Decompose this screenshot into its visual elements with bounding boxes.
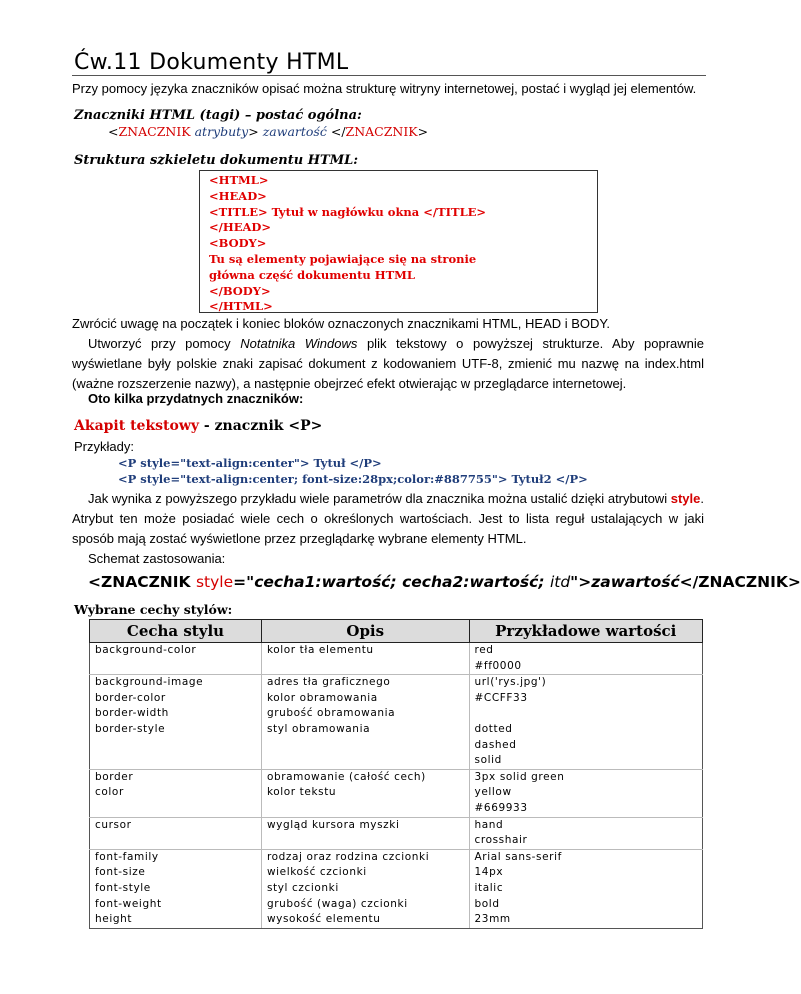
style-properties-table <box>89 619 703 929</box>
table-row <box>90 785 703 817</box>
property-name: border-color <box>90 691 262 707</box>
example-value: yellow <box>474 786 512 799</box>
example-value: dashed <box>474 738 517 751</box>
example-value: #CCFF33 <box>474 691 528 704</box>
table-row <box>90 865 703 881</box>
style-keyword: style <box>670 491 701 506</box>
property-values <box>469 675 702 691</box>
property-description: wygląd kursora myszki <box>261 817 469 849</box>
property-description: wielkość czcionki <box>261 865 469 881</box>
example-1: <P style="text-align:center"> Tytuł </P> <box>118 456 382 470</box>
property-name: height <box>90 912 262 928</box>
column-header: Cecha stylu <box>90 620 262 643</box>
schema-decl: cecha1:wartość; cecha2:wartość; <box>254 573 550 591</box>
tag-attrs: atrybuty <box>194 124 249 139</box>
column-header: Przykładowe wartości <box>469 620 702 643</box>
note-notepad-a: Utworzyć przy pomocy <box>88 336 241 351</box>
code-listing <box>209 173 486 315</box>
schema-start: <ZNACZNIK <box>88 573 196 591</box>
paragraph-heading-rest: - znacznik <P> <box>199 418 323 434</box>
column-header: Opis <box>261 620 469 643</box>
example-value <box>475 706 697 722</box>
example-value: italic <box>474 881 504 894</box>
code-line: <HEAD> <box>209 188 267 203</box>
property-name: border-width <box>90 706 262 722</box>
property-values <box>469 769 702 785</box>
table-row <box>90 643 703 675</box>
property-name: background-image <box>90 675 262 691</box>
example-value: 14px <box>474 866 504 879</box>
table-row <box>90 675 703 691</box>
style-explanation <box>72 489 704 549</box>
property-description: styl obramowania <box>261 722 469 769</box>
table-row <box>90 691 703 707</box>
code-line: <HTML> <box>209 173 269 187</box>
property-description: rodzaj oraz rodzina czcionki <box>261 849 469 865</box>
property-name: font-family <box>90 849 262 865</box>
example-value: Arial sans-serif <box>474 850 562 863</box>
style-schema <box>88 573 801 591</box>
example-value: 23mm <box>474 913 511 926</box>
note-blocks: Zwrócić uwagę na początek i koniec bloków oznaczonych znacznikami HTML, HEAD i BODY. <box>72 316 611 331</box>
example-value: url('rys.jpg') <box>474 676 547 689</box>
property-values <box>469 706 702 722</box>
table-row <box>90 706 703 722</box>
table-heading: Wybrane cechy stylów: <box>74 602 233 617</box>
property-values <box>469 912 702 928</box>
example-value: hand <box>474 818 504 831</box>
example-value: #669933 <box>474 801 528 814</box>
property-values <box>469 691 702 707</box>
property-name: font-style <box>90 881 262 897</box>
table-row <box>90 722 703 769</box>
property-name: font-weight <box>90 897 262 913</box>
schema-eq: =" <box>233 573 255 591</box>
page-title: Ćw.11 Dokumenty HTML <box>74 50 349 75</box>
tag-general-form <box>108 124 428 139</box>
paragraph-heading <box>74 418 322 434</box>
tag-open-name: ZNACZNIK <box>118 124 191 139</box>
tag-close-lt: </ <box>330 124 346 139</box>
note-notepad <box>72 334 704 394</box>
property-values <box>469 643 702 675</box>
property-values <box>469 865 702 881</box>
intro-text: Przy pomocy języka znaczników opisać można strukturę witryny internetowej, postać i wygląd jej elementów. <box>72 81 697 96</box>
schema-style: style <box>195 573 234 591</box>
property-name: cursor <box>90 817 262 849</box>
title-underline <box>72 75 706 76</box>
property-name: border-style <box>90 722 262 769</box>
example-value: #ff0000 <box>474 659 522 672</box>
property-description: kolor tła elementu <box>261 643 469 675</box>
property-values <box>469 897 702 913</box>
code-line: <TITLE> Tytuł w nagłówku okna </TITLE> <box>209 204 487 219</box>
example-value: crosshair <box>474 834 528 847</box>
note-notepad-b: plik tekstowy o powyższej strukturze. Aby poprawnie wyświetlane były polskie znaki zapisać dokument z kodowaniem UTF-8, zmienić mu nazwę na index.html (ważne rozszerzenie nazwy), a następnie obejrzeć efekt otwierając w przeglądarce internetowej. <box>72 336 704 391</box>
property-description: adres tła graficznego <box>261 675 469 691</box>
html-skeleton-box <box>199 170 598 313</box>
examples-label: Przykłady: <box>74 439 134 454</box>
property-name: font-size <box>90 865 262 881</box>
table-header-row <box>90 620 703 643</box>
property-name: background-color <box>90 643 262 675</box>
example-value: dotted <box>474 722 513 735</box>
property-description: kolor tekstu <box>261 785 469 817</box>
schema-itd: itd <box>549 573 571 591</box>
style-explanation-b: . Atrybut ten może posiadać wiele cech o określonych wartościach. Jest to lista reguł ustalających w jaki sposób mają zostać wyświetlone przez przeglądarkę wybrane elementy HTML. <box>72 491 704 546</box>
style-explanation-a: Jak wynika z powyższego przykładu wiele parametrów dla znacznika można ustalić dzięki atrybutowi <box>88 491 671 506</box>
table-row <box>90 897 703 913</box>
tag-gt: > <box>248 124 259 139</box>
note-notepad-italic: Notatnika Windows <box>240 336 358 351</box>
property-values <box>469 722 702 769</box>
table-row <box>90 881 703 897</box>
code-line: <BODY> <box>209 236 267 251</box>
property-description: grubość obramowania <box>261 706 469 722</box>
property-name: color <box>90 785 262 817</box>
tags-heading: Znaczniki HTML (tagi) – postać ogólna: <box>74 108 362 123</box>
schema-label: Schemat zastosowania: <box>88 551 226 566</box>
table-row <box>90 849 703 865</box>
paragraph-heading-red: Akapit tekstowy <box>74 418 200 434</box>
example-value: bold <box>474 897 500 910</box>
table-row <box>90 912 703 928</box>
property-description: kolor obramowania <box>261 691 469 707</box>
schema-content: zawartość <box>591 573 680 591</box>
property-description: styl czcionki <box>261 881 469 897</box>
tag-close-gt: > <box>417 124 429 139</box>
tag-open-lt: < <box>108 124 119 139</box>
code-line: </HTML> <box>209 299 273 314</box>
property-description: obramowanie (całość cech) <box>261 769 469 785</box>
table-row <box>90 817 703 849</box>
structure-heading: Struktura szkieletu dokumentu HTML: <box>74 153 359 168</box>
property-description: grubość (waga) czcionki <box>261 897 469 913</box>
table-row <box>90 769 703 785</box>
example-value: 3px solid green <box>474 770 565 783</box>
property-name: border <box>90 769 262 785</box>
property-values <box>469 785 702 817</box>
schema-mid: "> <box>570 573 592 591</box>
property-values <box>469 817 702 849</box>
schema-end: </ZNACZNIK> <box>679 573 801 591</box>
example-value: solid <box>474 754 502 767</box>
code-line: główna część dokumentu HTML <box>209 267 415 282</box>
useful-tags-label: Oto kilka przydatnych znaczników: <box>88 391 304 406</box>
property-values <box>469 881 702 897</box>
code-line: </BODY> <box>209 283 271 298</box>
tag-close-name: ZNACZNIK <box>345 124 418 139</box>
code-line: </HEAD> <box>209 220 271 235</box>
example-value: red <box>474 644 494 656</box>
code-line: Tu są elementy pojawiające się na stronie <box>209 251 477 266</box>
property-values <box>469 849 702 865</box>
property-description: wysokość elementu <box>261 912 469 928</box>
tag-content: zawartość <box>262 124 327 139</box>
example-2: <P style="text-align:center; font-size:28px;color:#887755"> Tytuł2 </P> <box>118 472 588 486</box>
